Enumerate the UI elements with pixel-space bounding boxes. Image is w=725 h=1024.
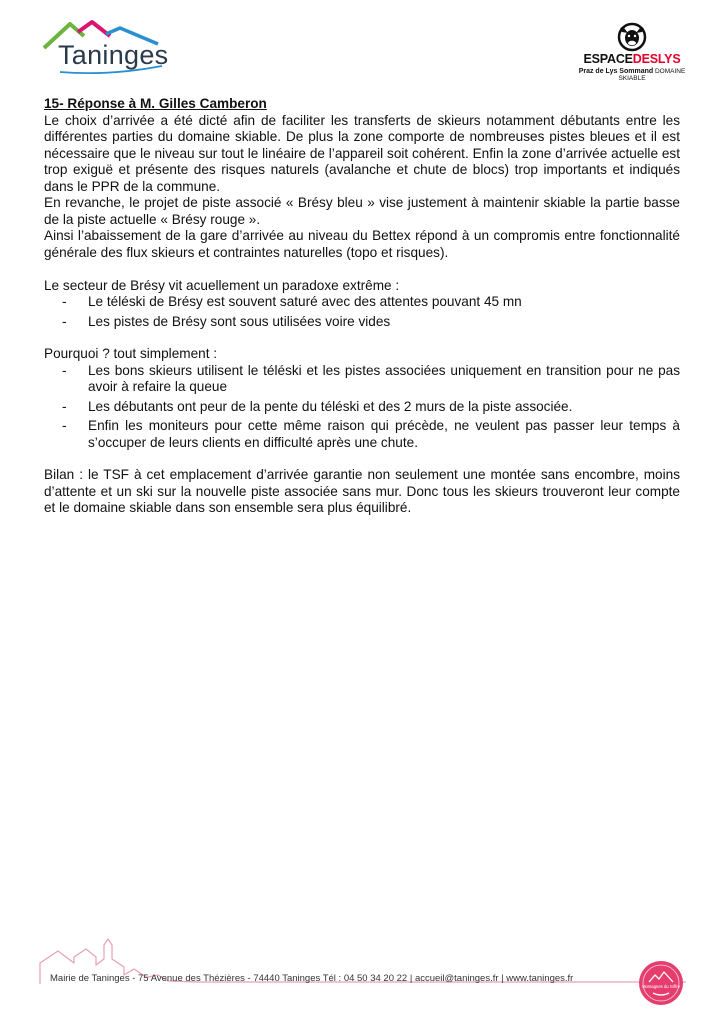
paragraph-4: Le secteur de Brésy vit acuellement un paradoxe extrême : xyxy=(44,277,400,293)
list-item xyxy=(44,418,680,451)
document-body xyxy=(44,96,680,517)
bullet-list-1 xyxy=(44,294,680,330)
dash-marker: - xyxy=(62,313,67,329)
brand-part-1: ESPACE xyxy=(583,52,633,66)
espace-des-lys-logo xyxy=(578,22,686,82)
paragraph-1: Le choix d’arrivée a été dicté afin de faciliter les transferts de skieurs notamment débutants entre les différentes parties du domaine skiable. De plus la zone comporte de nombreuses pistes bleues et il est nécessaire que le niveau sur tout le linéaire de l’appareil soit cohérent. Enfin la zone d’arrivée actuelle est trop exiguë et présente des risques naturels (avalanche et chute de blocs) trop importants et indiqués dans le PPR de la commune. xyxy=(44,112,680,194)
taninges-logo xyxy=(40,18,169,78)
list-item-text: Les bons skieurs utilisent le téléski et les pistes associées uniquement en transition pour ne pas avoir à refaire la queue xyxy=(88,362,680,394)
page-header xyxy=(0,0,725,95)
badge-label: Montagnes du Giffre xyxy=(642,984,680,989)
list-item xyxy=(44,294,680,311)
montagnes-du-giffre-badge xyxy=(638,960,684,1006)
resort-subtitle xyxy=(578,68,686,82)
logo-underline-icon xyxy=(40,18,165,78)
cow-head-icon xyxy=(578,22,686,52)
footer-address: Mairie de Taninges - 75 Avenue des Thézières - 74440 Taninges Tél : 04 50 34 20 22 | accueil@taninges.fr | www.taninges.fr xyxy=(50,973,574,984)
list-item xyxy=(44,363,680,396)
paragraph-5: Pourquoi ? tout simplement : xyxy=(44,346,218,361)
bullet-list-2 xyxy=(44,363,680,452)
list-item-text: Le téléski de Brésy est souvent saturé avec des attentes pouvant 45 mn xyxy=(88,294,522,309)
badge-icon xyxy=(638,960,684,1006)
resort-sub-bold: Praz de Lys Sommand xyxy=(578,68,654,75)
list-item xyxy=(44,314,680,331)
dash-marker: - xyxy=(62,294,67,309)
document-title: 15- Réponse à M. Gilles Camberon xyxy=(44,96,267,111)
resort-sub-normal: DOMAINE SKIABLE xyxy=(618,68,686,82)
dash-marker: - xyxy=(62,418,67,433)
dash-marker: - xyxy=(62,398,67,414)
dash-marker: - xyxy=(62,362,67,378)
list-item xyxy=(44,399,680,416)
list-item-text: Les pistes de Brésy sont sous utilisées voire vides xyxy=(88,313,391,329)
paragraph-2: En revanche, le projet de piste associé « Brésy bleu » vise justement à maintenir skiable la partie basse de la piste actuelle « Brésy rouge ». xyxy=(44,195,680,227)
page-footer xyxy=(0,930,725,1024)
brand-part-2: DESLYS xyxy=(632,52,681,66)
paragraph-3: Ainsi l’abaissement de la gare d’arrivée au niveau du Bettex répond à un compromis entre fonctionnalité générale des flux skieurs et contraintes naturelles (topo et risques). xyxy=(44,228,680,260)
list-item-text: Enfin les moniteurs pour cette même raison qui précède, ne veulent pas passer leur temps à s’occuper de leurs clients en difficulté après une chute. xyxy=(88,418,680,450)
resort-brand xyxy=(578,52,686,66)
paragraph-6: Bilan : le TSF à cet emplacement d’arrivée garantie non seulement une montée sans encombre, moins d’attente et un ski sur la nouvelle piste associée sans mur. Donc tous les skieurs trouveront leur compte et le domaine skiable dans son ensemble sera plus équilibré. xyxy=(44,467,680,515)
spacer xyxy=(44,261,680,278)
spacer xyxy=(44,454,680,467)
spacer xyxy=(44,333,680,346)
list-item-text: Les débutants ont peur de la pente du téléski et des 2 murs de la piste associée. xyxy=(88,398,573,414)
town-logo-text: Taninges xyxy=(58,40,169,70)
